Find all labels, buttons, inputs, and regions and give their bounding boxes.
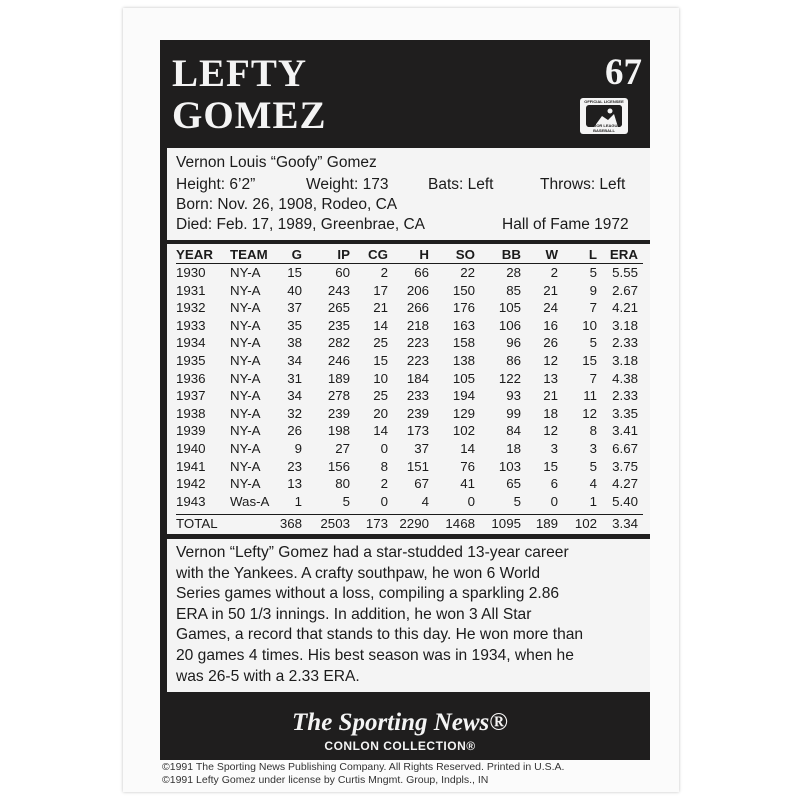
stat-team-1933: NY-A: [230, 317, 261, 333]
stat-l-1930: 5: [589, 265, 597, 280]
bio-line: was 26-5 with a 2.33 ERA.: [176, 667, 360, 685]
stat-year-1941: 1941: [176, 458, 206, 474]
stat-g-1942: 13: [287, 476, 302, 492]
stat-g-1930: 15: [287, 265, 302, 280]
bio-line: Vernon “Lefty” Gomez had a star-studded 13-year career: [176, 544, 569, 561]
stat-era-1933: 3.18: [612, 317, 638, 333]
stat-g-1936: 31: [287, 370, 302, 386]
stat-team-1936: NY-A: [230, 370, 261, 386]
stat-team-1940: NY-A: [230, 441, 261, 456]
stat-g-1937: 34: [287, 388, 302, 404]
sporting-news-logo: The Sporting News®: [292, 709, 508, 736]
stat-cg-1938: 20: [373, 405, 388, 421]
stat-cg-1936: 10: [373, 370, 388, 386]
total-ip: 2503: [320, 516, 350, 531]
stat-team-1932: NY-A: [230, 300, 261, 316]
hall-of-fame: Hall of Fame 1972: [502, 216, 629, 233]
stat-l-1942: 4: [589, 476, 597, 492]
stat-w-1938: 18: [543, 405, 558, 421]
stat-so-1934: 158: [452, 335, 475, 351]
stat-so-1938: 129: [452, 405, 475, 421]
total-so: 1468: [445, 516, 475, 531]
born: Born: Nov. 26, 1908, Rodeo, CA: [176, 196, 398, 213]
header-g: G: [291, 247, 302, 262]
stat-team-1941: NY-A: [230, 458, 261, 474]
header-cg: CG: [368, 247, 388, 262]
stat-w-1930: 2: [550, 265, 558, 280]
stat-bb-1937: 93: [506, 388, 521, 404]
stat-cg-1930: 2: [380, 265, 388, 280]
stat-l-1943: 1: [589, 493, 597, 509]
stat-g-1941: 23: [287, 458, 302, 474]
stat-year-1938: 1938: [176, 405, 206, 421]
stat-so-1943: 0: [467, 493, 475, 509]
stat-era-1934: 2.33: [612, 335, 638, 351]
stat-bb-1933: 106: [498, 317, 521, 333]
stat-ip-1940: 27: [335, 441, 350, 456]
stat-h-1931: 206: [406, 282, 429, 298]
stat-h-1935: 223: [406, 353, 429, 368]
stat-l-1934: 5: [589, 335, 597, 351]
stat-h-1938: 239: [406, 405, 429, 421]
stat-so-1942: 41: [460, 476, 475, 492]
stat-l-1939: 8: [589, 423, 597, 439]
throws: Throws: Left: [540, 176, 626, 193]
header-h: H: [419, 247, 429, 262]
stat-bb-1939: 84: [506, 423, 521, 439]
stat-bb-1942: 65: [506, 476, 521, 492]
stat-cg-1940: 0: [380, 441, 388, 456]
stat-ip-1936: 189: [327, 370, 350, 386]
stat-year-1937: 1937: [176, 388, 206, 404]
stat-so-1941: 76: [460, 458, 475, 474]
stat-year-1936: 1936: [176, 370, 206, 386]
stat-h-1940: 37: [414, 441, 429, 456]
stat-ip-1930: 60: [335, 265, 350, 280]
stat-era-1936: 4.38: [612, 370, 638, 386]
stat-h-1943: 4: [421, 493, 429, 509]
stat-team-1943: Was-A: [230, 493, 270, 509]
total-era: 3.34: [612, 516, 638, 531]
stat-era-1932: 4.21: [612, 300, 638, 316]
stat-year-1935: 1935: [176, 353, 206, 368]
stat-bb-1943: 5: [513, 493, 521, 509]
stat-era-1940: 6.67: [612, 441, 638, 456]
stat-era-1942: 4.27: [612, 476, 638, 492]
stat-l-1932: 7: [589, 300, 597, 316]
header-team: TEAM: [230, 247, 268, 262]
stat-ip-1943: 5: [342, 493, 350, 509]
total-h: 2290: [399, 516, 429, 531]
stat-so-1935: 138: [452, 353, 475, 368]
stat-l-1940: 3: [589, 441, 597, 456]
height: Height: 6’2”: [176, 176, 256, 193]
stat-w-1937: 21: [543, 388, 558, 404]
header-so: SO: [455, 247, 475, 262]
stat-ip-1934: 282: [327, 335, 350, 351]
stat-team-1930: NY-A: [230, 265, 261, 280]
stat-l-1938: 12: [582, 405, 597, 421]
stat-era-1937: 2.33: [612, 388, 638, 404]
stat-so-1931: 150: [452, 282, 475, 298]
stat-cg-1942: 2: [380, 476, 388, 492]
stat-ip-1939: 198: [327, 423, 350, 439]
header-ip: IP: [337, 247, 350, 262]
stat-bb-1936: 122: [498, 370, 521, 386]
stat-ip-1932: 265: [327, 300, 350, 316]
stat-bb-1938: 99: [506, 405, 521, 421]
stat-g-1931: 40: [287, 282, 302, 298]
stat-team-1939: NY-A: [230, 423, 261, 439]
stat-era-1939: 3.41: [612, 423, 638, 439]
stat-w-1936: 13: [543, 370, 558, 386]
bio-line: with the Yankees. A crafty southpaw, he won 6 World: [176, 564, 541, 582]
stat-h-1932: 266: [406, 300, 429, 316]
stat-h-1942: 67: [414, 476, 429, 492]
stat-bb-1941: 103: [498, 458, 521, 474]
total-l: 102: [574, 516, 597, 531]
stat-so-1939: 102: [452, 423, 475, 439]
total-g: 368: [279, 516, 302, 531]
stat-bb-1931: 85: [506, 282, 521, 298]
stat-cg-1934: 25: [373, 335, 388, 351]
died: Died: Feb. 17, 1989, Greenbrae, CA: [176, 216, 426, 233]
stat-year-1933: 1933: [176, 317, 206, 333]
mlb-logo-icon: [580, 98, 628, 134]
stat-cg-1939: 14: [373, 423, 388, 439]
logo-text-top: OFFICIAL LICENSEE: [584, 99, 624, 104]
stat-w-1934: 26: [543, 335, 558, 351]
header-l: L: [588, 247, 597, 262]
stat-bb-1934: 96: [506, 335, 521, 351]
stat-era-1938: 3.35: [612, 405, 638, 421]
stat-ip-1937: 278: [327, 388, 350, 404]
total-bb: 1095: [491, 516, 521, 531]
stat-w-1939: 12: [543, 423, 558, 439]
stat-w-1940: 3: [550, 441, 558, 456]
stat-bb-1940: 18: [506, 441, 521, 456]
stat-team-1931: NY-A: [230, 282, 261, 298]
stat-cg-1935: 15: [373, 353, 388, 368]
bats: Bats: Left: [428, 176, 494, 193]
stat-h-1936: 184: [406, 370, 429, 386]
header-era: ERA: [609, 247, 638, 262]
bio-line: ERA in 50 1/3 innings. In addition, he won 3 All Star: [176, 605, 532, 623]
stat-ip-1938: 239: [327, 405, 350, 421]
stat-year-1939: 1939: [176, 423, 206, 439]
stat-year-1932: 1932: [176, 300, 206, 316]
stat-h-1939: 173: [406, 423, 429, 439]
stat-l-1935: 15: [582, 353, 597, 368]
weight: Weight: 173: [306, 176, 389, 193]
stat-w-1941: 15: [543, 458, 558, 474]
conlon-collection: CONLON COLLECTION®: [324, 739, 476, 753]
stat-h-1930: 66: [414, 265, 429, 280]
stat-w-1935: 12: [543, 353, 558, 368]
stat-cg-1937: 25: [373, 388, 388, 404]
stat-era-1941: 3.75: [612, 458, 638, 474]
total-year: TOTAL: [176, 516, 218, 531]
stat-g-1933: 35: [287, 317, 302, 333]
stat-so-1933: 163: [452, 317, 475, 333]
stat-w-1933: 16: [543, 317, 558, 333]
stat-so-1936: 105: [452, 370, 475, 386]
player-last-name: GOMEZ: [172, 94, 327, 137]
stat-w-1943: 0: [550, 493, 558, 509]
stat-era-1935: 3.18: [612, 353, 638, 368]
stat-year-1942: 1942: [176, 476, 206, 492]
stat-cg-1941: 8: [380, 458, 388, 474]
stat-g-1943: 1: [294, 493, 302, 509]
stat-team-1942: NY-A: [230, 476, 261, 492]
stat-g-1932: 37: [287, 300, 302, 316]
stat-so-1932: 176: [452, 300, 475, 316]
copyright-line-1: ©1991 The Sporting News Publishing Company. All Rights Reserved. Printed in U.S.A.: [162, 761, 565, 773]
stat-cg-1933: 14: [373, 317, 388, 333]
stat-cg-1943: 0: [380, 493, 388, 509]
stat-w-1931: 21: [543, 282, 558, 298]
stat-h-1934: 223: [406, 335, 429, 351]
stat-year-1940: 1940: [176, 441, 206, 456]
stat-w-1932: 24: [543, 300, 558, 316]
stat-bb-1935: 86: [506, 353, 521, 368]
header-bb: BB: [501, 247, 521, 262]
stat-team-1935: NY-A: [230, 353, 261, 368]
stat-g-1934: 38: [287, 335, 302, 351]
stat-h-1937: 233: [406, 388, 429, 404]
bio-line: 20 games 4 times. His best season was in 1934, when he: [176, 647, 574, 664]
stat-team-1938: NY-A: [230, 405, 261, 421]
stat-l-1937: 11: [583, 388, 597, 404]
logo-text-bottom: MAJOR LEAGUE BASEBALL: [587, 123, 621, 133]
stat-bb-1930: 28: [506, 265, 521, 280]
player-first-name: LEFTY: [172, 52, 308, 95]
stat-l-1936: 7: [589, 370, 597, 386]
stat-team-1934: NY-A: [230, 335, 261, 351]
stat-g-1940: 9: [294, 441, 302, 456]
stat-so-1940: 14: [460, 441, 475, 456]
stat-l-1933: 10: [582, 317, 597, 333]
stat-h-1933: 218: [406, 317, 429, 333]
stat-year-1943: 1943: [176, 493, 206, 509]
total-w: 189: [535, 516, 558, 531]
copyright-line-2: ©1991 Lefty Gomez under license by Curtis Mngmt. Group, Indpls., IN: [162, 774, 489, 786]
total-rule: [176, 514, 643, 515]
header-w: W: [545, 247, 558, 262]
stat-so-1937: 194: [452, 388, 475, 404]
stat-g-1935: 34: [287, 353, 302, 368]
bio-line: Games, a record that stands to this day. He won more than: [176, 626, 584, 644]
stat-era-1930: 5.55: [612, 265, 638, 280]
bio-line: Series games without a loss, compiling a sparkling 2.86: [176, 585, 560, 603]
stat-year-1934: 1934: [176, 335, 206, 351]
stat-year-1931: 1931: [176, 282, 206, 298]
stat-g-1938: 32: [287, 405, 302, 421]
stat-ip-1931: 243: [327, 282, 350, 298]
stat-l-1941: 5: [589, 458, 597, 474]
total-cg: 173: [365, 516, 388, 531]
stat-h-1941: 151: [406, 458, 429, 474]
stat-era-1931: 2.67: [612, 282, 638, 298]
stat-team-1937: NY-A: [230, 388, 261, 404]
stat-so-1930: 22: [460, 265, 475, 280]
stat-ip-1942: 80: [335, 476, 350, 492]
stat-ip-1935: 246: [327, 353, 350, 368]
header-rule: [176, 263, 643, 264]
stat-year-1930: 1930: [176, 265, 206, 280]
stat-l-1931: 9: [589, 282, 597, 298]
stat-cg-1931: 17: [373, 282, 388, 298]
stat-w-1942: 6: [550, 476, 558, 492]
card-number: 67: [605, 52, 642, 93]
stat-ip-1933: 235: [327, 317, 350, 333]
stat-ip-1941: 156: [327, 458, 350, 474]
stat-g-1939: 26: [287, 423, 302, 439]
stat-bb-1932: 105: [498, 300, 521, 316]
header-year: YEAR: [176, 247, 213, 262]
stat-era-1943: 5.40: [612, 493, 638, 509]
stat-cg-1932: 21: [373, 300, 388, 316]
full-name: Vernon Louis “Goofy” Gomez: [176, 154, 377, 171]
